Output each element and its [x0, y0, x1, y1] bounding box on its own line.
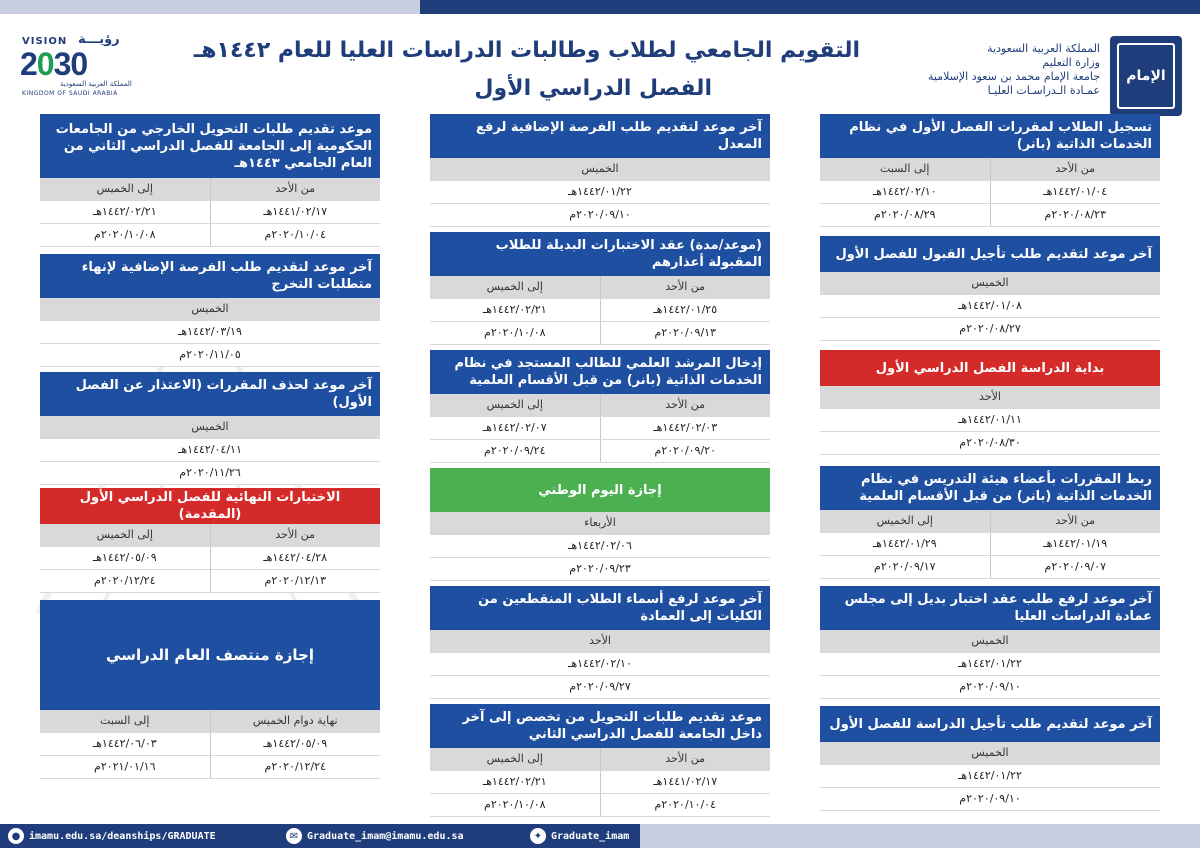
- date-cell: ٢٠٢٠/١٠/٠٨م: [430, 794, 601, 816]
- card-title-text: آخر موعد لتقديم طلب تأجيل الدراسة للفصل الأول: [829, 716, 1152, 732]
- date-cell: من الأحد: [1055, 514, 1096, 527]
- date-cell: ٢٠٢٠/١٠/٠٨م: [40, 224, 211, 246]
- date-cell: من الأحد: [1055, 162, 1096, 175]
- date-cell: الخميس: [191, 302, 229, 315]
- vision-sub-en: KINGDOM OF SAUDI ARABIA: [22, 90, 118, 97]
- card-title: [40, 114, 380, 178]
- vision-year-b: 0: [36, 46, 54, 82]
- date-cell: ٢٠٢٠/٠٨/٣٠م: [959, 436, 1021, 449]
- card-title: [430, 232, 770, 276]
- date-cell: ١٤٤٢/٠٢/١٠هـ: [568, 657, 632, 670]
- gregorian-row: [820, 318, 1160, 341]
- card-title-text: (موعد/مدة) عقد الاختبارات البديلة للطلاب المقبولة أعذارهم: [495, 238, 762, 270]
- date-cell: ١٤٤٢/٠١/٢٢هـ: [958, 657, 1022, 670]
- date-cell: الخميس: [971, 634, 1009, 647]
- gregorian-row: [430, 794, 770, 817]
- hijri-row: [820, 533, 1160, 556]
- label-row: [820, 630, 1160, 653]
- date-cell: ٢٠٢٠/٠٩/١٠م: [569, 208, 631, 221]
- date-cell: ١٤٤٢/٠٦/٠٣هـ: [40, 733, 211, 755]
- university-name: [928, 42, 1100, 98]
- card-title-text: موعد تقديم طلبات التحويل الخارجي من الجامعات الحكومية إلى الجامعة للفصل الدراسي الثاني من العام الجامعي ١٤٤٣هـ: [55, 121, 372, 171]
- label-row: [820, 386, 1160, 409]
- card-title: [40, 372, 380, 416]
- footer-website-text: imamu.edu.sa/deanships/GRADUATE: [29, 830, 216, 842]
- hijri-row: [40, 321, 380, 344]
- footer-website-link[interactable]: [8, 828, 216, 844]
- gregorian-row: [820, 788, 1160, 811]
- date-cell: ١٤٤٢/٠٤/٢٨هـ: [263, 551, 328, 564]
- footer-stripe-light: [640, 824, 1200, 848]
- date-cell: إلى الخميس: [40, 524, 211, 546]
- card-course-withdrawal: [40, 372, 380, 485]
- date-cell: ٢٠٢٠/٠٩/٢٤م: [430, 440, 601, 462]
- hijri-row: [820, 653, 1160, 676]
- date-cell: ١٤٤٢/٠١/١٩هـ: [1043, 537, 1108, 550]
- card-title-text: آخر موعد لتقديم طلب تأجيل القبول للفصل الأول: [835, 246, 1152, 262]
- date-cell: ١٤٤٢/٠١/٢٢هـ: [958, 769, 1022, 782]
- label-row: [430, 276, 770, 299]
- date-cell: نهاية دوام الخميس: [252, 714, 338, 727]
- card-title: [430, 350, 770, 394]
- date-cell: الخميس: [971, 276, 1009, 289]
- date-cell: ١٤٤١/٠٢/١٧هـ: [263, 205, 328, 218]
- card-course-registration: [820, 114, 1160, 227]
- date-cell: الأحد: [979, 390, 1001, 403]
- card-semester-start: [820, 350, 1160, 455]
- date-cell: ١٤٤٢/٠٢/٠٧هـ: [430, 417, 601, 439]
- card-title: [430, 704, 770, 748]
- vision-label: VISION: [22, 36, 68, 47]
- card-admission-deferral: [820, 236, 1160, 341]
- label-row: [40, 298, 380, 321]
- date-cell: من الأحد: [665, 752, 706, 765]
- hijri-row: [40, 547, 380, 570]
- date-cell: ١٤٤٢/٠٤/١١هـ: [178, 443, 242, 456]
- card-national-day: [430, 468, 770, 581]
- gregorian-row: [820, 432, 1160, 455]
- card-academic-advisor: [430, 350, 770, 463]
- date-cell: ١٤٤٢/٠٢/٢١هـ: [430, 299, 601, 321]
- card-title-text: إجازة اليوم الوطني: [538, 482, 662, 498]
- card-title: [430, 468, 770, 512]
- date-cell: إلى السبت: [40, 710, 211, 732]
- date-cell: ٢٠٢٠/١٢/٢٤م: [264, 760, 326, 773]
- hijri-row: [40, 733, 380, 756]
- date-cell: ١٤٤٢/٠٢/٢١هـ: [40, 201, 211, 223]
- hijri-row: [430, 299, 770, 322]
- card-title: [430, 586, 770, 630]
- gregorian-row: [40, 344, 380, 367]
- date-cell: ١٤٤٢/٠١/١١هـ: [958, 413, 1022, 426]
- date-cell: ٢٠٢٠/١٢/٢٤م: [40, 570, 211, 592]
- gregorian-row: [820, 676, 1160, 699]
- hijri-row: [430, 417, 770, 440]
- gregorian-row: [430, 558, 770, 581]
- label-row: [430, 630, 770, 653]
- card-title: [820, 236, 1160, 272]
- vision-year-c: 30: [53, 46, 88, 82]
- gregorian-row: [40, 756, 380, 779]
- card-title: [430, 114, 770, 158]
- card-gpa-extra-chance: [430, 114, 770, 227]
- card-title-text: تسجيل الطلاب لمقررات الفصل الأول في نظام الخدمات الذاتية (بانر): [849, 120, 1152, 152]
- label-row: [820, 272, 1160, 295]
- card-title: [820, 114, 1160, 158]
- date-cell: ٢٠٢٠/١٠/٠٤م: [264, 228, 326, 241]
- date-cell: من الأحد: [275, 528, 316, 541]
- card-final-exams: [40, 488, 380, 593]
- footer-email-text: Graduate_imam@imamu.edu.sa: [307, 830, 464, 842]
- card-title: [40, 254, 380, 298]
- date-cell: الخميس: [581, 162, 619, 175]
- globe-icon: ●: [8, 828, 24, 844]
- date-cell: الخميس: [971, 746, 1009, 759]
- gregorian-row: [430, 322, 770, 345]
- date-cell: ٢٠٢٠/١٢/١٣م: [264, 574, 326, 587]
- gregorian-row: [40, 462, 380, 485]
- label-row: [40, 524, 380, 547]
- date-cell: ٢٠٢٠/٠٩/٢٣م: [569, 562, 631, 575]
- card-title: [40, 488, 380, 524]
- date-cell: ٢٠٢٠/١١/٢٦م: [179, 466, 241, 479]
- top-stripe-light: [0, 0, 420, 14]
- date-cell: ١٤٤٢/٠١/٠٨هـ: [958, 299, 1022, 312]
- university-line: عمـادة الـدراسـات العليـا: [987, 84, 1100, 97]
- date-cell: ١٤٤١/٠٢/١٧هـ: [653, 775, 718, 788]
- card-title: [820, 350, 1160, 386]
- vision-sub-ar: المملكة العربية السعودية: [60, 80, 132, 88]
- date-cell: من الأحد: [275, 182, 316, 195]
- date-cell: ٢٠٢٠/١٠/٠٨م: [430, 322, 601, 344]
- date-cell: ١٤٤٢/٠٥/٠٩هـ: [263, 737, 328, 750]
- date-cell: ١٤٤٢/٠١/٢٢هـ: [568, 185, 632, 198]
- vision-arabic: رؤيـــة: [78, 32, 120, 47]
- hijri-row: [40, 201, 380, 224]
- card-title-text: آخر موعد لتقديم طلب الفرصة الإضافية لرفع المعدل: [476, 120, 762, 152]
- university-line: المملكة العربية السعودية: [987, 42, 1100, 55]
- footer-twitter-link[interactable]: [530, 828, 629, 844]
- footer-email-link[interactable]: [286, 828, 464, 844]
- gregorian-row: [820, 204, 1160, 227]
- card-title-text: آخر موعد لتقديم طلب الفرصة الإضافية لإنهاء متطلبات التخرج: [81, 260, 372, 292]
- label-row: [430, 748, 770, 771]
- card-title-text: إدخال المرشد العلمي للطالب المستجد في نظام الخدمات الذاتية (بانر) من قبل الأقسام العلمية: [454, 356, 762, 388]
- gregorian-row: [820, 556, 1160, 579]
- page-subtitle: الفصل الدراسي الأول: [474, 76, 712, 101]
- hijri-row: [430, 535, 770, 558]
- date-cell: ١٤٤٢/٠٢/٢١هـ: [430, 771, 601, 793]
- card-title-text: آخر موعد لحذف المقررات (الاعتذار عن الفصل الأول): [75, 378, 372, 410]
- date-cell: ١٤٤٢/٠١/٢٩هـ: [820, 533, 991, 555]
- gregorian-row: [430, 440, 770, 463]
- date-cell: ٢٠٢٠/٠٨/٢٣م: [1044, 208, 1106, 221]
- card-faculty-linking: [820, 466, 1160, 579]
- card-title: [820, 466, 1160, 510]
- label-row: [430, 158, 770, 181]
- page-title: التقويم الجامعي لطلاب وطالبات الدراسات العليا للعام ١٤٤٢هـ: [193, 38, 860, 63]
- university-logo-text: الإمام: [1117, 43, 1175, 109]
- date-cell: ١٤٤٢/٠١/٠٤هـ: [1043, 185, 1108, 198]
- page-header: [0, 14, 1200, 114]
- label-row: [820, 158, 1160, 181]
- date-cell: ٢٠٢٠/٠٨/٢٩م: [820, 204, 991, 226]
- label-row: [430, 512, 770, 535]
- card-title-text: آخر موعد لرفع طلب عقد اختبار بديل إلى مجلس عمادة الدراسات العليا: [844, 592, 1152, 624]
- label-row: [40, 710, 380, 733]
- card-title-text: آخر موعد لرفع أسماء الطلاب المنقطعين من الكليات إلى العمادة: [478, 592, 762, 624]
- card-study-deferral: [820, 706, 1160, 811]
- date-cell: ١٤٤٢/٠٥/٠٩هـ: [40, 547, 211, 569]
- card-title-text: إجازة منتصف العام الدراسي: [106, 645, 314, 664]
- card-midyear-break: [40, 600, 380, 779]
- hijri-row: [40, 439, 380, 462]
- date-cell: ١٤٤٢/٠٢/٠٣هـ: [653, 421, 718, 434]
- date-cell: ١٤٤٢/٠٢/٠٦هـ: [568, 539, 632, 552]
- card-title-text: موعد تقديم طلبات التحويل من تخصص إلى آخر داخل الجامعة للفصل الدراسي الثاني: [462, 710, 762, 742]
- date-cell: إلى الخميس: [430, 394, 601, 416]
- label-row: [40, 178, 380, 201]
- card-title-text: ربط المقررات بأعضاء هيئة التدريس في نظام الخدمات الذاتية (بانر) من قبل الأقسام العلمية: [859, 472, 1152, 504]
- vision-year: [20, 46, 87, 83]
- date-cell: الأربعاء: [584, 516, 616, 529]
- date-cell: إلى الخميس: [430, 748, 601, 770]
- date-cell: ١٤٤٢/٠١/٢٥هـ: [653, 303, 718, 316]
- hijri-row: [430, 653, 770, 676]
- card-external-transfer: [40, 114, 380, 247]
- gregorian-row: [40, 570, 380, 593]
- label-row: [820, 742, 1160, 765]
- card-title: [40, 600, 380, 710]
- date-cell: ٢٠٢٠/٠٩/٠٧م: [1044, 560, 1106, 573]
- date-cell: ٢٠٢٠/٠٩/٢٧م: [569, 680, 631, 693]
- hijri-row: [820, 409, 1160, 432]
- label-row: [430, 394, 770, 417]
- footer-twitter-text: Graduate_imam: [551, 830, 630, 842]
- hijri-row: [430, 771, 770, 794]
- card-title: [820, 706, 1160, 742]
- date-cell: ١٤٤٢/٠٣/١٩هـ: [178, 325, 242, 338]
- label-row: [40, 416, 380, 439]
- date-cell: ٢٠٢٠/٠٨/٢٧م: [959, 322, 1021, 335]
- date-cell: من الأحد: [665, 398, 706, 411]
- hijri-row: [430, 181, 770, 204]
- date-cell: ٢٠٢٠/٠٩/١٠م: [959, 792, 1021, 805]
- card-alternative-exam-request: [820, 586, 1160, 699]
- date-cell: إلى الخميس: [40, 178, 211, 200]
- twitter-icon: ✦: [530, 828, 546, 844]
- date-cell: ٢٠٢٠/٠٩/١٣م: [654, 326, 716, 339]
- card-alternative-exams: [430, 232, 770, 345]
- footer-bar: [0, 824, 1200, 848]
- date-cell: إلى الخميس: [430, 276, 601, 298]
- date-cell: الأحد: [589, 634, 611, 647]
- date-cell: إلى الخميس: [820, 510, 991, 532]
- gregorian-row: [430, 676, 770, 699]
- date-cell: ٢٠٢٠/١٠/٠٤م: [654, 798, 716, 811]
- date-cell: ٢٠٢٠/١١/٠٥م: [179, 348, 241, 361]
- date-cell: ٢٠٢٠/٠٩/١٧م: [820, 556, 991, 578]
- card-title-text: الاختبارات النهائية للفصل الدراسي الأول (المقدمة): [79, 490, 341, 522]
- date-cell: ٢٠٢٠/٠٩/٢٠م: [654, 444, 716, 457]
- gregorian-row: [430, 204, 770, 227]
- card-graduation-extra-chance: [40, 254, 380, 367]
- vision-year-a: 2: [20, 46, 37, 82]
- university-line: جامعة الإمام محمد بن سعود الإسلامية: [928, 70, 1100, 83]
- date-cell: ١٤٤٢/٠٢/١٠هـ: [820, 181, 991, 203]
- university-logo-icon: [1110, 36, 1182, 116]
- card-internal-transfer: [430, 704, 770, 817]
- date-cell: الخميس: [191, 420, 229, 433]
- date-cell: إلى السبت: [820, 158, 991, 180]
- label-row: [820, 510, 1160, 533]
- card-dropped-students: [430, 586, 770, 699]
- card-title: [820, 586, 1160, 630]
- date-cell: ٢٠٢٠/٠٩/١٠م: [959, 680, 1021, 693]
- hijri-row: [820, 295, 1160, 318]
- date-cell: من الأحد: [665, 280, 706, 293]
- email-icon: ✉: [286, 828, 302, 844]
- gregorian-row: [40, 224, 380, 247]
- hijri-row: [820, 181, 1160, 204]
- date-cell: ٢٠٢١/٠١/١٦م: [40, 756, 211, 778]
- hijri-row: [820, 765, 1160, 788]
- card-title-text: بداية الدراسة الفصل الدراسي الأول: [875, 360, 1105, 376]
- university-line: وزارة التعليم: [1042, 56, 1100, 69]
